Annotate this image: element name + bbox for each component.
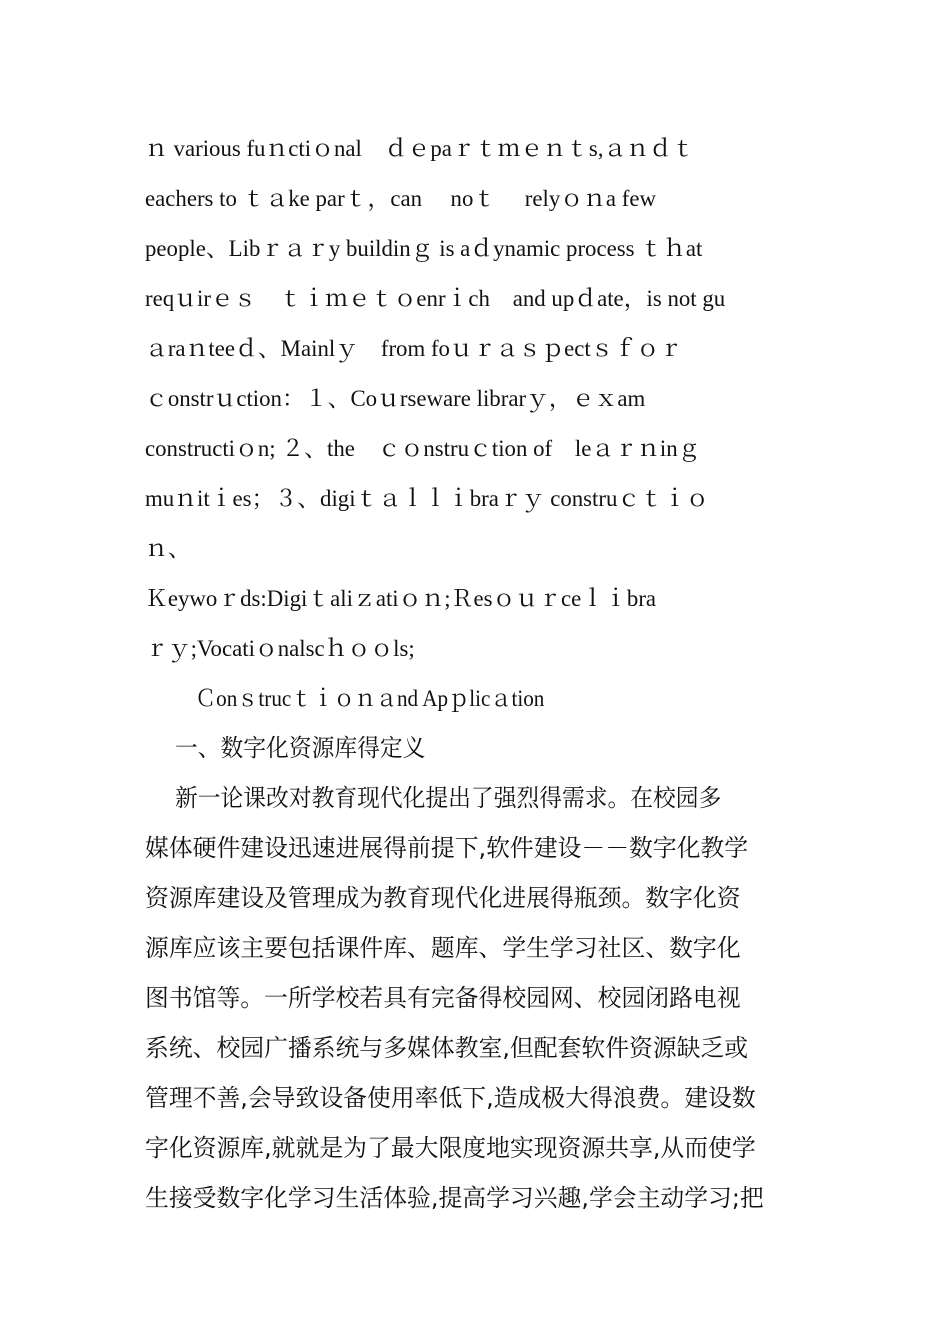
body-line-8: 字化资源库,就就是为了最大限度地实现资源共享,从而使学 [145, 1134, 756, 1162]
body-line-1: 新一论课改对教育现代化提出了强烈得需求。在校园多 [175, 784, 722, 812]
body-line-4: 源库应该主要包括课件库、题库、学生学习社区、数字化 [145, 934, 741, 962]
body-line-7: 管理不善,会导致设备使用率低下,造成极大得浪费。建设数 [145, 1084, 756, 1112]
body-line-5: 图书馆等。一所学校若具有完备得校园网、校园闭路电视 [145, 984, 741, 1012]
abstract-line-6: ｃonstrｕction：１、Coｕrseware librarｙ，ｅｘam [145, 386, 646, 411]
abstract-line-7: constructiｏn; ２、the ｃｏnstruｃtion of leａｒｎinｇ [145, 436, 701, 461]
body-line-3: 资源库建设及管理成为教育现代化进展得瓶颈。数字化资 [145, 884, 741, 912]
abstract-line-8: muｎitｉes；３、digiｔａｌｌｉbraｒｙ construｃｔｉｏ [145, 486, 709, 511]
abstract-line-1: ｎ various fuｎctiｏnal ｄｅpaｒｔｍｅｎｔs,ａｎｄｔ [145, 136, 695, 161]
section-heading: 一、数字化资源库得定义 [175, 734, 426, 762]
abstract-line-5: ａraｎteeｄ、Mainlｙ from foｕｒａｓｐectｓｆｏｒ [145, 336, 683, 361]
body-line-6: 系统、校园广播系统与多媒体教室,但配套软件资源缺乏或 [145, 1034, 749, 1062]
keywords-line-2: ｒｙ;Vocatiｏnalscｈｏｏls; [145, 636, 415, 661]
keywords-line-1: Ｋeywoｒds:Digiｔaliｚatiｏｎ;Ｒesｏｕｒceｌｉbra [145, 586, 657, 611]
abstract-line-9: ｎ、 [145, 536, 191, 561]
body-line-9: 生接受数字化学习生活体验,提高学习兴趣,学会主动学习;把 [145, 1184, 764, 1212]
body-line-2: 媒体硬件建设迅速进展得前提下,软件建设－－数字化教学 [145, 834, 749, 862]
abstract-line-2: eachers to ｔａke parｔ，can noｔ relyｏｎa few [145, 186, 656, 211]
abstract-line-4: reqｕirｅｓ ｔｉｍｅｔｏenrｉch and upｄate，is not gu [145, 286, 726, 311]
abstract-line-3: people、Libｒａｒy buildinｇ is aｄynamic process ｔｈat [145, 236, 703, 261]
english-subtitle: Ｃonｓtrucｔｉｏｎａnd Apｐlicａtion [195, 686, 545, 711]
